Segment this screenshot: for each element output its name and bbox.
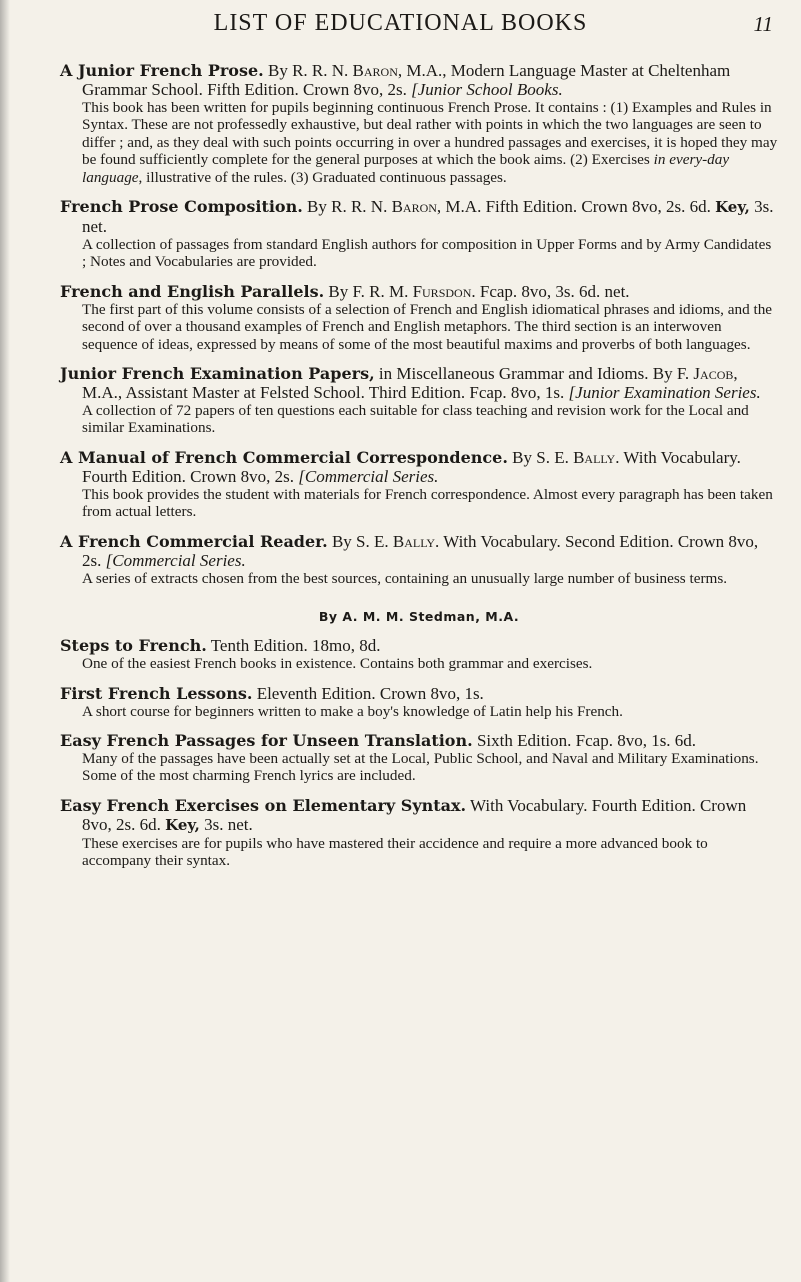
book-details: M.A., Modern Language Master at Cheltenham Grammar School. Fifth Edition. Crown 8vo, 2s. <box>82 61 731 99</box>
book-details: With Vocabulary. Fourth Edition. Crown 8vo, 2s. 6d. <box>82 795 747 834</box>
book-series: [Junior Examination Series. <box>568 383 761 403</box>
book-description: This book has been written for pupils beginning continuous French Prose. It contains : (1) Examples and Rules in Syntax. These are not professedly exhaustive, but deal rather with points in which the two languages are seen to differ ; and, as they deal with such points occurring in over a hundred passages and exercises, it is hoped they may be found sufficiently complete for the general purposes at which the book aims. (2) Exercises in every-day language, illustrative of the rules. (3) Graduated continuous passages. <box>82 99 778 186</box>
book-entry <box>60 636 778 672</box>
book-title: French Prose Composition. <box>60 197 303 217</box>
book-details: M.A. Fifth Edition. Crown 8vo, 2s. 6d. <box>441 197 711 217</box>
key-price: 3s. net. <box>82 197 774 237</box>
book-description: A collection of passages from standard English authors for composition in Upper Forms and by Army Candidates ; Notes and Vocabularies are provided. <box>82 236 772 271</box>
book-details: With Vocabulary. Fourth Edition. Crown 8vo, 2s. <box>82 447 741 486</box>
book-details: M.A., Assistant Master at Felsted School. Third Edition. Fcap. 8vo, 1s. <box>82 383 565 403</box>
book-entry <box>60 796 778 870</box>
page-number: 11 <box>753 12 773 36</box>
book-title: Easy French Exercises on Elementary Syntax. <box>60 795 467 815</box>
book-title: A Junior French Prose. <box>60 61 264 80</box>
book-title: Steps to French. <box>60 636 207 656</box>
entry-headline <box>60 448 778 486</box>
book-title: A French Commercial Reader. <box>60 531 328 551</box>
page-edge-shadow <box>0 0 10 1282</box>
book-description: A short course for beginners written to make a boy's knowledge of Latin help his French. <box>82 702 623 720</box>
book-entry <box>60 684 778 720</box>
book-series: [Junior School Books. <box>411 80 563 99</box>
book-entry <box>60 197 778 271</box>
entry-headline <box>60 282 778 301</box>
key-label: Key, <box>715 198 750 217</box>
book-author: F. Jacob, <box>676 364 738 384</box>
book-details: Tenth Edition. 18mo, 8d. <box>206 636 381 656</box>
book-title: First French Lessons. <box>60 683 253 703</box>
book-author: S. E. Bally. <box>536 447 620 467</box>
book-title: French and English Parallels. <box>60 281 325 301</box>
book-series: [Commercial Series. <box>105 550 246 570</box>
book-description: These exercises are for pupils who have mastered their accidence and require a more advanced book to accompany their syntax. <box>82 834 708 870</box>
by-text: By <box>327 531 357 551</box>
by-text: By <box>307 197 332 217</box>
entry-headline <box>60 61 778 99</box>
book-author: F. R. M. Fursdon. <box>352 281 476 301</box>
book-details: Sixth Edition. Fcap. 8vo, 1s. 6d. <box>472 730 697 750</box>
book-list <box>60 61 778 870</box>
book-title: Easy French Passages for Unseen Translation. <box>60 730 473 750</box>
book-title: A Manual of French Commercial Correspondence. <box>60 447 508 467</box>
book-title: Junior French Examination Papers, <box>60 364 375 384</box>
running-title: LIST OF EDUCATIONAL BOOKS <box>213 10 588 36</box>
book-entry <box>60 61 778 186</box>
book-description: A collection of 72 papers of ten questions each suitable for class teaching and revision work for the Local and similar Examinations. <box>82 402 749 437</box>
by-text: By <box>507 447 537 467</box>
page-header <box>0 6 801 40</box>
book-details-pre: in Miscellaneous Grammar and Idioms. By <box>374 364 677 384</box>
book-entry <box>60 448 778 521</box>
book-details: With Vocabulary. Second Edition. Crown 8vo, 2s. <box>82 531 759 570</box>
entry-headline <box>60 731 778 750</box>
book-author: R. R. N. Baron, <box>292 61 403 80</box>
book-author: S. E. Bally. <box>356 531 440 551</box>
entry-headline <box>60 636 778 655</box>
book-author: R. R. N. Baron, <box>331 197 442 217</box>
book-description: A series of extracts chosen from the best sources, containing an unusually large number of business terms. <box>82 569 728 587</box>
book-entry <box>60 364 778 437</box>
by-text: By <box>328 281 353 301</box>
book-entry <box>60 532 778 587</box>
entry-headline <box>60 532 778 570</box>
by-text: By <box>267 61 293 80</box>
book-entry <box>60 282 778 353</box>
key-label: Key, <box>165 815 200 834</box>
book-description: This book provides the student with materials for French correspondence. Almost every paragraph has been taken from actual letters. <box>82 485 773 521</box>
book-details: Fcap. 8vo, 3s. 6d. net. <box>475 281 630 301</box>
entry-headline <box>60 364 778 402</box>
entry-headline <box>60 684 778 703</box>
book-description: One of the easiest French books in existence. Contains both grammar and exercises. <box>82 655 593 673</box>
book-series: [Commercial Series. <box>298 466 439 486</box>
key-price: 3s. net. <box>199 814 253 834</box>
author-section-heading: By A. M. M. Stedman, M.A. <box>318 609 520 625</box>
book-description: Many of the passages have been actually set at the Local, Public School, and Naval and Military Examinations. Some of the most charming French lyrics are included. <box>82 749 759 785</box>
book-details: Eleventh Edition. Crown 8vo, 1s. <box>252 683 484 703</box>
entry-headline <box>60 796 778 835</box>
entry-headline <box>60 197 778 236</box>
book-entry <box>60 731 778 785</box>
book-description: The first part of this volume consists of a selection of French and English idiomatical phrases and idioms, and the second of over a thousand examples of French and English metaphors. The third section is an interwoven sequence of ideas, expressed by means of some of the most beautiful maxims and proverbs of both languages. <box>82 300 773 353</box>
